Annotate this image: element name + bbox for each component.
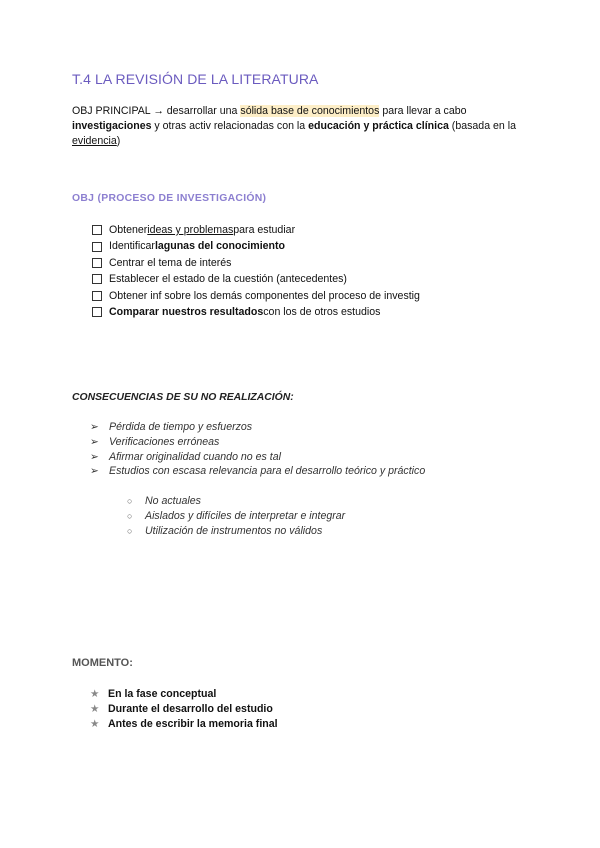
list-item: ➢ Pérdida de tiempo y esfuerzos bbox=[90, 421, 253, 433]
checkbox[interactable] bbox=[92, 258, 102, 268]
arrow-bullet-icon: ➢ bbox=[90, 450, 99, 463]
checklist-item: Comparar nuestros resultados con los de otros estudios bbox=[92, 304, 420, 320]
list-item: ○ Aislados y difíciles de interpretar e integrar bbox=[127, 510, 346, 522]
checkbox[interactable] bbox=[92, 225, 102, 235]
intro-text: ) bbox=[116, 135, 121, 147]
checklist-item: Establecer el estado de la cuestión (antecedentes) bbox=[92, 271, 420, 287]
list-item: ➢ Estudios con escasa relevancia para el desarrollo teórico y práctico bbox=[90, 465, 426, 478]
checklist-item: Obtener inf sobre los demás componentes del proceso de investig bbox=[92, 288, 420, 304]
star-bullet-icon: ★ bbox=[90, 688, 100, 700]
intro-text: OBJ PRINCIPAL → desarrollar una bbox=[72, 105, 241, 117]
page-title: T.4 LA REVISIÓN DE LA LITERATURA bbox=[72, 71, 319, 87]
arrow-bullet-icon: ➢ bbox=[90, 465, 99, 478]
bold-text: investigaciones bbox=[72, 120, 152, 132]
checkbox[interactable] bbox=[92, 242, 102, 252]
circle-bullet-icon: ○ bbox=[127, 526, 133, 536]
list-item: ➢ Afirmar originalidad cuando no es tal bbox=[90, 450, 281, 463]
intro-text: para llevar a cabo bbox=[379, 105, 467, 117]
list-item: ○ Utilización de instrumentos no válidos bbox=[127, 525, 323, 537]
circle-bullet-icon: ○ bbox=[127, 496, 133, 506]
list-item: ★ En la fase conceptual bbox=[90, 688, 217, 700]
intro-text: (basada en la bbox=[448, 120, 517, 132]
arrow-bullet-icon: ➢ bbox=[90, 435, 99, 448]
checklist-item: Obtener ideas y problemas para estudiar bbox=[92, 222, 420, 238]
list-item: ★ Durante el desarrollo del estudio bbox=[90, 703, 273, 715]
objectives-checklist bbox=[92, 222, 420, 320]
circle-bullet-icon: ○ bbox=[127, 511, 133, 521]
consequences-list bbox=[90, 420, 425, 479]
star-bullet-icon: ★ bbox=[90, 718, 100, 730]
list-item: ➢ Verificaciones erróneas bbox=[90, 435, 220, 448]
list-item: ★ Antes de escribir la memoria final bbox=[90, 718, 278, 730]
bold-text: educación y práctica clínica bbox=[308, 120, 449, 132]
intro-text: y otras activ relacionadas con la bbox=[151, 120, 309, 132]
checkbox[interactable] bbox=[92, 291, 102, 301]
checkbox[interactable] bbox=[92, 307, 102, 317]
highlighted-text: sólida base de conocimientos bbox=[240, 105, 380, 117]
sub-consequences-list bbox=[127, 494, 345, 539]
objectives-heading: OBJ (PROCESO DE INVESTIGACIÓN) bbox=[72, 193, 267, 204]
checklist-item: Centrar el tema de interés bbox=[92, 255, 420, 271]
consequences-heading: CONSECUENCIAS DE SU NO REALIZACIÓN: bbox=[72, 392, 294, 403]
checklist-item: Identificar lagunas del conocimiento bbox=[92, 238, 420, 254]
checkbox[interactable] bbox=[92, 274, 102, 284]
intro-paragraph bbox=[72, 104, 532, 149]
arrow-bullet-icon: ➢ bbox=[90, 421, 99, 433]
moment-list bbox=[90, 687, 278, 732]
moment-heading: MOMENTO: bbox=[72, 657, 133, 669]
list-item: ○ No actuales bbox=[127, 495, 201, 507]
underlined-text: evidencia bbox=[72, 135, 117, 147]
star-bullet-icon: ★ bbox=[90, 703, 100, 715]
